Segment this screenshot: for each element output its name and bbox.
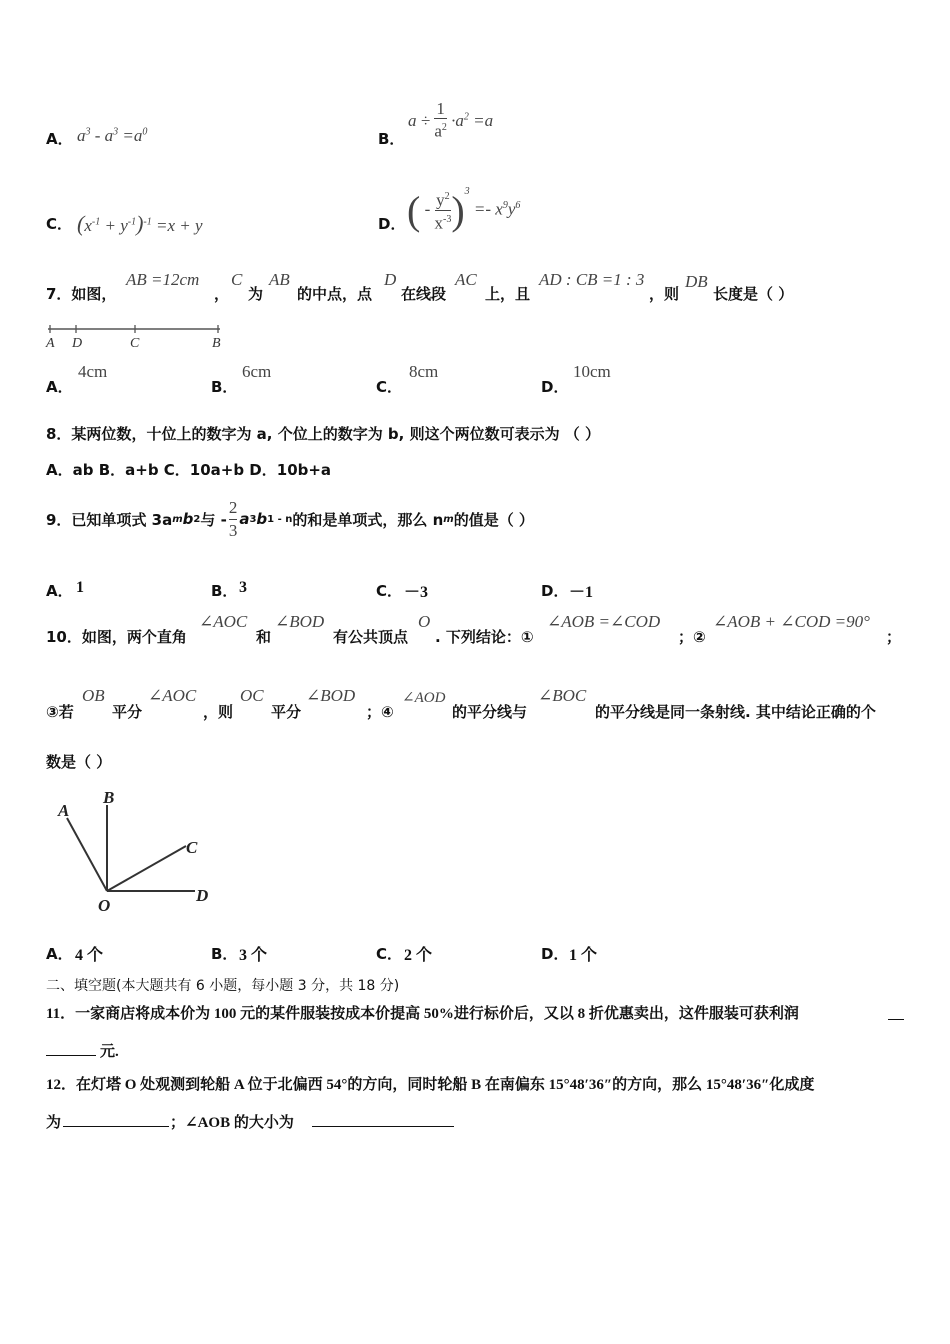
q12-line1: 12．在灯塔 O 处观测到轮船 A 位于北偏西 54°的方向，同时轮船 B 在南偏东 15°48′36″的方向，那么 15°48′36″化成度 [46, 1077, 815, 1093]
q8-stem: 8．某两位数，十位上的数字为 a, 个位上的数字为 b, 则这个两位数可表示为 （ ） [46, 425, 601, 443]
q10-text: ； [886, 628, 902, 646]
q10-math: O [418, 612, 431, 631]
q10-text: . 下列结论：① [435, 628, 534, 646]
q7-line-figure [44, 322, 230, 350]
answer-blank-degrees[interactable] [63, 1110, 169, 1127]
option-value: 10cm [573, 362, 611, 381]
q10-math: ∠AOB =∠COD [547, 612, 661, 631]
q9-sup: m [172, 513, 183, 525]
q9-text: b [182, 510, 194, 528]
q7-math: AB =12cm [126, 270, 200, 289]
q10-math: ∠AOC [199, 612, 248, 631]
option-label: C． [376, 378, 403, 396]
point-label-a: A [58, 801, 70, 820]
point-label-b: B [103, 788, 115, 807]
point-label-d: D [72, 336, 83, 350]
option-value: 4 个 [75, 947, 104, 964]
q9-text: a [239, 510, 250, 528]
q10-text: 的平分线是同一条射线. 其中结论正确的个 [595, 703, 876, 721]
option-label: A． [46, 130, 73, 148]
q9-text: 的值是（ ） [453, 510, 534, 529]
q10-math: OB [82, 686, 105, 705]
option-label: C． [46, 215, 73, 233]
q12-text: ；∠AOB 的大小为 [170, 1115, 294, 1131]
math-expression: $a^3 - a^3 =a^0$ [77, 126, 148, 145]
option-value: －1 [569, 584, 594, 601]
q10-math: ∠BOD [306, 686, 356, 705]
q10-math: ∠AOB + ∠COD =90° [713, 612, 870, 631]
option-label: A． [46, 378, 73, 396]
point-label-b: B [212, 336, 221, 350]
q7-math: DB [685, 272, 708, 291]
q10-text: ；② [678, 628, 706, 646]
q7-text: 的中点，点 [297, 285, 373, 303]
option-value: 2 个 [404, 947, 433, 964]
q7-math: AD : CB =1 : 3 [539, 270, 645, 289]
math-expression: $(x^{-1} + y^{-1})^{-1} =x + y$ [77, 211, 203, 236]
q9-text: 与 - [200, 510, 227, 529]
q10-text: 平分 [271, 703, 302, 721]
q10-text: 数是（ ） [46, 753, 112, 771]
answer-blank-angle[interactable] [312, 1110, 454, 1127]
math-expression: a ÷ $\frac{1}{a^2}$ $\cdot a^2 =a$ [408, 99, 494, 141]
q9-sup: 1 - n [267, 513, 293, 525]
option-label: C． [376, 582, 403, 600]
option-label: D． [541, 945, 569, 963]
q9-stem [46, 494, 534, 544]
math-expression: ( - $\frac{y^2}{x^{-3}}$ )$^3 =- x^9y^6$ [407, 185, 521, 233]
q7-text: ， [214, 285, 230, 303]
option-value: 8cm [409, 362, 439, 381]
point-label-c: C [186, 838, 198, 857]
option-value: 1 [76, 579, 84, 596]
q10-text: 平分 [112, 703, 143, 721]
fraction-denominator: 3 [228, 520, 238, 540]
option-label: A． [46, 582, 73, 600]
point-label-d: D [196, 886, 209, 905]
q9-sup: m [443, 513, 454, 525]
point-label-o: O [98, 896, 111, 915]
option-value: 6cm [242, 362, 272, 381]
q10-text: 和 [256, 628, 272, 646]
q10-text: 10．如图，两个直角 [46, 628, 187, 646]
q11-line1: 11．一家商店将成本价为 100 元的某件服装按成本价提高 50%进行标价后，又以 8 折优惠卖出，这件服装可获利润 [46, 1006, 799, 1022]
q10-text: ；④ [366, 703, 394, 721]
q7-text: 7．如图， [46, 285, 117, 303]
q10-angle-figure [50, 783, 220, 918]
q7-text: 在线段 [401, 285, 447, 303]
option-value: －3 [404, 584, 429, 601]
option-label: B． [211, 582, 238, 600]
q12-text: 为 [46, 1115, 62, 1131]
q7-math: AC [455, 270, 477, 289]
q7-math: C [231, 270, 243, 289]
q7-text: ，则 [649, 285, 680, 303]
q10-text: ，则 [203, 703, 234, 721]
ray-oa [67, 818, 107, 891]
option-value: 4cm [78, 362, 108, 381]
option-label: D． [541, 378, 569, 396]
q8-options: A．ab B．a+b C．10a+b D．10b+a [46, 461, 332, 479]
q10-math: ∠AOD [402, 690, 446, 706]
option-label: C． [376, 945, 403, 963]
option-value: 1 个 [569, 947, 598, 964]
q9-sup: 3 [249, 513, 257, 525]
option-label: D． [378, 215, 406, 233]
q10-text: 有公共顶点 [333, 628, 409, 646]
q9-text: 的和是单项式，那么 n [292, 510, 444, 529]
answer-blank[interactable] [888, 1004, 904, 1020]
option-label: B． [211, 945, 238, 963]
q10-math: ∠BOD [275, 612, 325, 631]
option-label: B． [211, 378, 238, 396]
q7-text: 为 [248, 285, 264, 303]
ray-oc [107, 846, 186, 891]
q10-text: 的平分线与 [452, 703, 528, 721]
q9-text: b [256, 510, 268, 528]
q9-text: 9．已知单项式 3a [46, 510, 173, 529]
q7-math: D [384, 270, 397, 289]
q9-sup: 2 [193, 513, 201, 525]
point-label-c: C [130, 336, 140, 350]
q10-math: ∠BOC [538, 686, 587, 705]
option-label: B． [378, 130, 405, 148]
q10-math: OC [240, 686, 264, 705]
fraction-numerator: 2 [229, 497, 238, 520]
option-value: 3 [239, 579, 247, 596]
option-label: A． [46, 945, 73, 963]
q7-math: AB [269, 270, 290, 289]
point-label-a: A [46, 336, 55, 350]
section-heading: 二、填空题(本大题共有 6 小题，每小题 3 分，共 18 分) [46, 978, 400, 994]
option-label: D． [541, 582, 569, 600]
answer-blank[interactable] [46, 1040, 96, 1056]
q10-text: ③若 [46, 703, 74, 721]
option-value: 3 个 [239, 947, 268, 964]
q9-fraction [229, 497, 238, 542]
q7-text: 上，且 [485, 285, 531, 303]
q10-math: ∠AOC [148, 686, 197, 705]
q11-line2: 元. [100, 1044, 119, 1060]
q7-text: 长度是（ ） [713, 285, 794, 303]
